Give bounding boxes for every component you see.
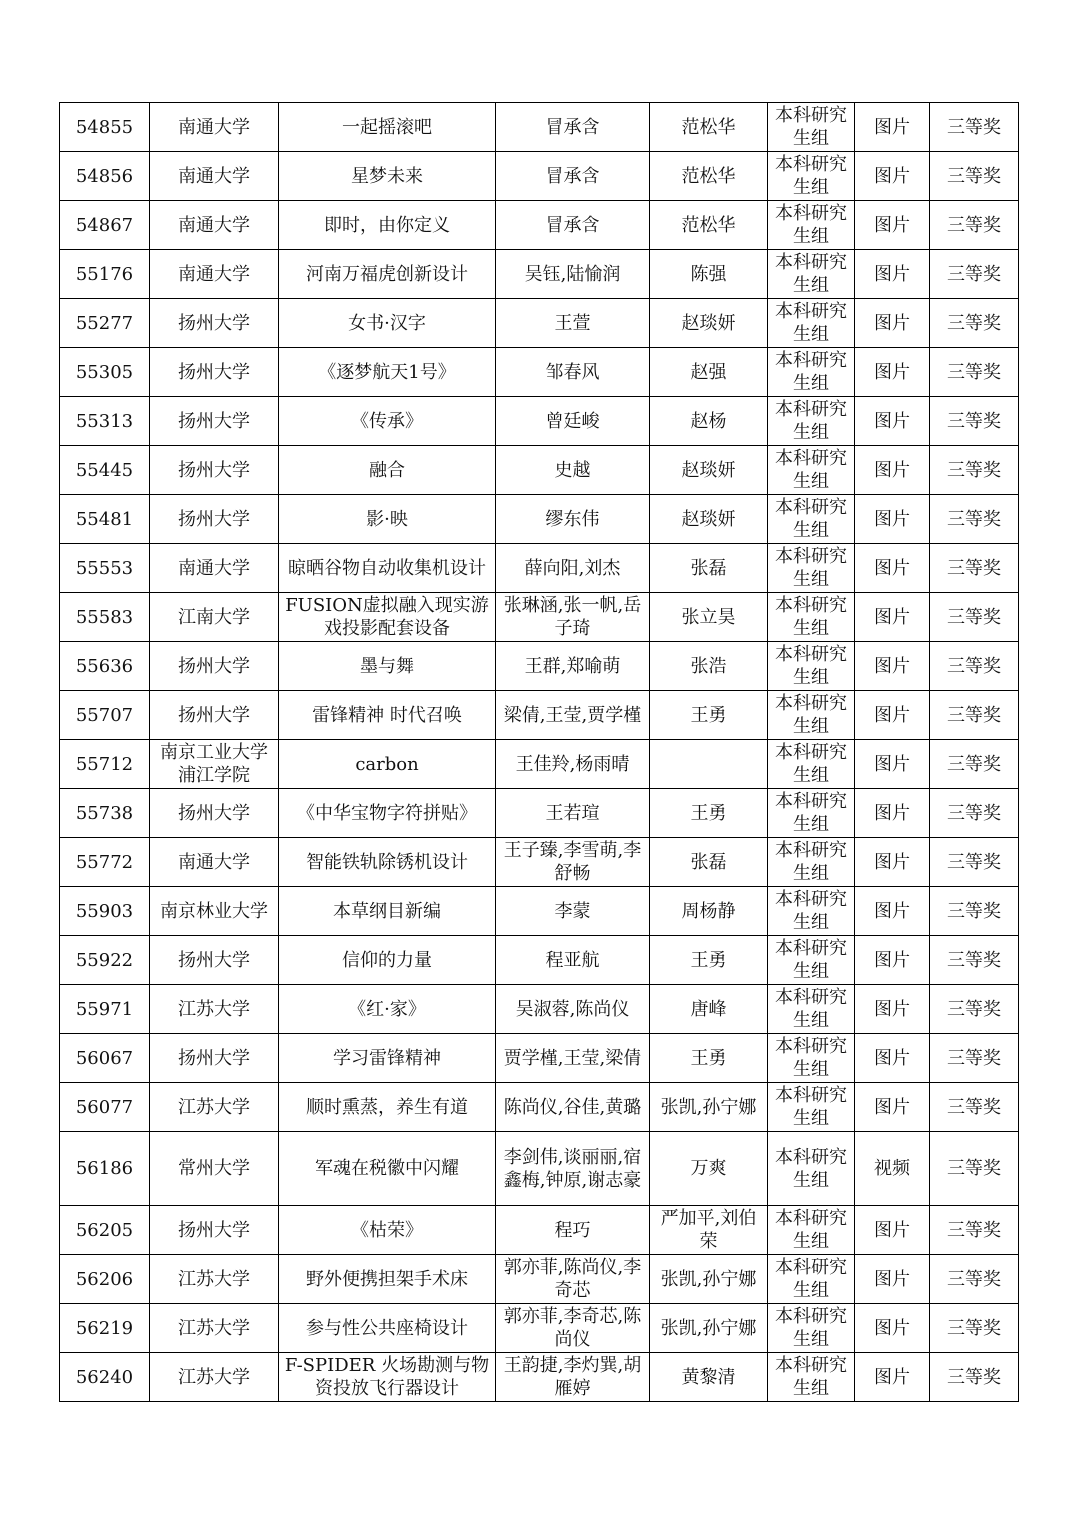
table-row xyxy=(60,1206,1019,1255)
cell-group: 本科研究生组 xyxy=(768,446,855,495)
cell-school: 扬州大学 xyxy=(150,691,279,740)
cell-authors: 程巧 xyxy=(496,1206,650,1255)
cell-school: 扬州大学 xyxy=(150,299,279,348)
cell-title: 野外便携担架手术床 xyxy=(279,1255,496,1304)
cell-title: 本草纲目新编 xyxy=(279,887,496,936)
cell-type: 图片 xyxy=(855,397,930,446)
cell-group: 本科研究生组 xyxy=(768,1353,855,1402)
cell-group: 本科研究生组 xyxy=(768,740,855,789)
cell-title: 即时，由你定义 xyxy=(279,201,496,250)
cell-award: 三等奖 xyxy=(930,397,1019,446)
cell-type: 图片 xyxy=(855,348,930,397)
cell-authors: 吴淑蓉,陈尚仪 xyxy=(496,985,650,1034)
table-row xyxy=(60,103,1019,152)
cell-authors: 梁倩,王莹,贾学槿 xyxy=(496,691,650,740)
cell-group: 本科研究生组 xyxy=(768,1132,855,1206)
cell-school: 扬州大学 xyxy=(150,789,279,838)
cell-school: 南通大学 xyxy=(150,250,279,299)
awards-table xyxy=(59,102,1019,1402)
cell-title: 女书·汉字 xyxy=(279,299,496,348)
cell-type: 图片 xyxy=(855,740,930,789)
cell-award: 三等奖 xyxy=(930,495,1019,544)
cell-type: 图片 xyxy=(855,446,930,495)
table-row xyxy=(60,348,1019,397)
cell-id: 55707 xyxy=(60,691,150,740)
cell-advisor: 张立昊 xyxy=(650,593,768,642)
cell-authors: 邹春风 xyxy=(496,348,650,397)
cell-award: 三等奖 xyxy=(930,1255,1019,1304)
cell-title: 一起摇滚吧 xyxy=(279,103,496,152)
cell-authors: 缪东伟 xyxy=(496,495,650,544)
table-row xyxy=(60,250,1019,299)
cell-award: 三等奖 xyxy=(930,103,1019,152)
cell-group: 本科研究生组 xyxy=(768,544,855,593)
cell-award: 三等奖 xyxy=(930,1132,1019,1206)
cell-authors: 张琳涵,张一帆,岳子琦 xyxy=(496,593,650,642)
cell-title: 影·映 xyxy=(279,495,496,544)
cell-title: 智能铁轨除锈机设计 xyxy=(279,838,496,887)
cell-title: 河南万福虎创新设计 xyxy=(279,250,496,299)
cell-group: 本科研究生组 xyxy=(768,838,855,887)
cell-award: 三等奖 xyxy=(930,250,1019,299)
table-row xyxy=(60,593,1019,642)
cell-id: 55922 xyxy=(60,936,150,985)
cell-group: 本科研究生组 xyxy=(768,593,855,642)
table-row xyxy=(60,1255,1019,1304)
cell-title: 《逐梦航天1号》 xyxy=(279,348,496,397)
cell-school: 南通大学 xyxy=(150,201,279,250)
cell-advisor: 赵杨 xyxy=(650,397,768,446)
cell-authors: 王萱 xyxy=(496,299,650,348)
cell-type: 图片 xyxy=(855,1083,930,1132)
table-row xyxy=(60,1304,1019,1353)
cell-title: FUSION虚拟融入现实游戏投影配套设备 xyxy=(279,593,496,642)
cell-award: 三等奖 xyxy=(930,740,1019,789)
cell-school: 江南大学 xyxy=(150,593,279,642)
cell-advisor: 赵强 xyxy=(650,348,768,397)
cell-school: 扬州大学 xyxy=(150,1034,279,1083)
cell-group: 本科研究生组 xyxy=(768,152,855,201)
cell-award: 三等奖 xyxy=(930,446,1019,495)
cell-type: 图片 xyxy=(855,1034,930,1083)
table-row xyxy=(60,299,1019,348)
cell-authors: 李剑伟,谈丽丽,宿鑫梅,钟原,谢志豪 xyxy=(496,1132,650,1206)
table-body xyxy=(60,103,1019,1402)
cell-group: 本科研究生组 xyxy=(768,397,855,446)
cell-award: 三等奖 xyxy=(930,1206,1019,1255)
cell-authors: 曾廷峻 xyxy=(496,397,650,446)
cell-award: 三等奖 xyxy=(930,887,1019,936)
cell-title: 参与性公共座椅设计 xyxy=(279,1304,496,1353)
cell-group: 本科研究生组 xyxy=(768,250,855,299)
cell-award: 三等奖 xyxy=(930,985,1019,1034)
cell-advisor xyxy=(650,740,768,789)
cell-advisor: 黄黎清 xyxy=(650,1353,768,1402)
cell-group: 本科研究生组 xyxy=(768,495,855,544)
cell-advisor: 王勇 xyxy=(650,691,768,740)
cell-group: 本科研究生组 xyxy=(768,348,855,397)
cell-authors: 冒承含 xyxy=(496,152,650,201)
cell-id: 55636 xyxy=(60,642,150,691)
cell-advisor: 张磊 xyxy=(650,544,768,593)
table-row xyxy=(60,446,1019,495)
table-row xyxy=(60,642,1019,691)
cell-group: 本科研究生组 xyxy=(768,1083,855,1132)
cell-authors: 李蒙 xyxy=(496,887,650,936)
cell-school: 南通大学 xyxy=(150,544,279,593)
cell-title: 学习雷锋精神 xyxy=(279,1034,496,1083)
cell-school: 扬州大学 xyxy=(150,642,279,691)
cell-id: 55971 xyxy=(60,985,150,1034)
cell-type: 图片 xyxy=(855,201,930,250)
cell-school: 江苏大学 xyxy=(150,1304,279,1353)
cell-id: 55712 xyxy=(60,740,150,789)
cell-id: 54855 xyxy=(60,103,150,152)
cell-id: 54856 xyxy=(60,152,150,201)
cell-authors: 王群,郑喻萌 xyxy=(496,642,650,691)
table-row xyxy=(60,397,1019,446)
cell-group: 本科研究生组 xyxy=(768,691,855,740)
cell-advisor: 赵琰妍 xyxy=(650,446,768,495)
cell-group: 本科研究生组 xyxy=(768,1255,855,1304)
cell-advisor: 赵琰妍 xyxy=(650,495,768,544)
table-row xyxy=(60,887,1019,936)
cell-award: 三等奖 xyxy=(930,1034,1019,1083)
cell-type: 图片 xyxy=(855,1304,930,1353)
cell-school: 江苏大学 xyxy=(150,985,279,1034)
cell-title: 《传承》 xyxy=(279,397,496,446)
cell-authors: 冒承含 xyxy=(496,103,650,152)
cell-type: 图片 xyxy=(855,103,930,152)
cell-group: 本科研究生组 xyxy=(768,985,855,1034)
cell-school: 扬州大学 xyxy=(150,397,279,446)
cell-school: 扬州大学 xyxy=(150,1206,279,1255)
cell-type: 图片 xyxy=(855,691,930,740)
cell-authors: 史越 xyxy=(496,446,650,495)
cell-school: 南通大学 xyxy=(150,838,279,887)
cell-type: 图片 xyxy=(855,936,930,985)
cell-title: 晾晒谷物自动收集机设计 xyxy=(279,544,496,593)
cell-award: 三等奖 xyxy=(930,1353,1019,1402)
cell-id: 56067 xyxy=(60,1034,150,1083)
cell-id: 56240 xyxy=(60,1353,150,1402)
cell-type: 图片 xyxy=(855,544,930,593)
cell-advisor: 张凯,孙宁娜 xyxy=(650,1083,768,1132)
cell-school: 江苏大学 xyxy=(150,1353,279,1402)
cell-advisor: 万爽 xyxy=(650,1132,768,1206)
cell-id: 55445 xyxy=(60,446,150,495)
cell-title: 顺时熏蒸，养生有道 xyxy=(279,1083,496,1132)
cell-group: 本科研究生组 xyxy=(768,1206,855,1255)
cell-school: 南京林业大学 xyxy=(150,887,279,936)
table-row xyxy=(60,1083,1019,1132)
cell-type: 图片 xyxy=(855,789,930,838)
cell-id: 55277 xyxy=(60,299,150,348)
cell-id: 55772 xyxy=(60,838,150,887)
cell-id: 55305 xyxy=(60,348,150,397)
cell-award: 三等奖 xyxy=(930,544,1019,593)
cell-school: 扬州大学 xyxy=(150,348,279,397)
cell-advisor: 严加平,刘伯荣 xyxy=(650,1206,768,1255)
cell-group: 本科研究生组 xyxy=(768,936,855,985)
cell-advisor: 张浩 xyxy=(650,642,768,691)
cell-title: 《红·家》 xyxy=(279,985,496,1034)
cell-authors: 王佳羚,杨雨晴 xyxy=(496,740,650,789)
cell-school: 江苏大学 xyxy=(150,1255,279,1304)
cell-award: 三等奖 xyxy=(930,348,1019,397)
cell-id: 55738 xyxy=(60,789,150,838)
cell-award: 三等奖 xyxy=(930,299,1019,348)
cell-award: 三等奖 xyxy=(930,1083,1019,1132)
cell-authors: 贾学槿,王莹,梁倩 xyxy=(496,1034,650,1083)
cell-advisor: 范松华 xyxy=(650,201,768,250)
table-row xyxy=(60,544,1019,593)
cell-advisor: 范松华 xyxy=(650,152,768,201)
cell-type: 图片 xyxy=(855,838,930,887)
table-row xyxy=(60,1353,1019,1402)
cell-award: 三等奖 xyxy=(930,838,1019,887)
cell-school: 常州大学 xyxy=(150,1132,279,1206)
cell-authors: 王子臻,李雪萌,李舒畅 xyxy=(496,838,650,887)
cell-id: 56077 xyxy=(60,1083,150,1132)
cell-type: 图片 xyxy=(855,250,930,299)
cell-id: 55583 xyxy=(60,593,150,642)
cell-authors: 郭亦菲,李奇芯,陈尚仪 xyxy=(496,1304,650,1353)
cell-authors: 郭亦菲,陈尚仪,李奇芯 xyxy=(496,1255,650,1304)
cell-advisor: 张磊 xyxy=(650,838,768,887)
cell-type: 图片 xyxy=(855,495,930,544)
cell-advisor: 范松华 xyxy=(650,103,768,152)
cell-authors: 王韵捷,李灼巽,胡雁婷 xyxy=(496,1353,650,1402)
cell-title: 《中华宝物字符拼贴》 xyxy=(279,789,496,838)
table-row xyxy=(60,1132,1019,1206)
cell-advisor: 王勇 xyxy=(650,1034,768,1083)
cell-id: 56206 xyxy=(60,1255,150,1304)
cell-authors: 王若瑄 xyxy=(496,789,650,838)
cell-title: 军魂在税徽中闪耀 xyxy=(279,1132,496,1206)
cell-advisor: 王勇 xyxy=(650,936,768,985)
cell-authors: 冒承含 xyxy=(496,201,650,250)
cell-id: 55176 xyxy=(60,250,150,299)
cell-advisor: 张凯,孙宁娜 xyxy=(650,1304,768,1353)
cell-advisor: 陈强 xyxy=(650,250,768,299)
cell-title: carbon xyxy=(279,740,496,789)
cell-group: 本科研究生组 xyxy=(768,201,855,250)
cell-school: 南通大学 xyxy=(150,103,279,152)
cell-award: 三等奖 xyxy=(930,642,1019,691)
cell-award: 三等奖 xyxy=(930,201,1019,250)
cell-type: 视频 xyxy=(855,1132,930,1206)
table-row xyxy=(60,201,1019,250)
cell-title: 雷锋精神 时代召唤 xyxy=(279,691,496,740)
cell-group: 本科研究生组 xyxy=(768,1034,855,1083)
cell-type: 图片 xyxy=(855,593,930,642)
cell-school: 扬州大学 xyxy=(150,936,279,985)
cell-id: 55553 xyxy=(60,544,150,593)
table-row xyxy=(60,789,1019,838)
cell-authors: 吴钰,陆愉润 xyxy=(496,250,650,299)
cell-id: 56219 xyxy=(60,1304,150,1353)
cell-authors: 薛向阳,刘杰 xyxy=(496,544,650,593)
cell-group: 本科研究生组 xyxy=(768,642,855,691)
cell-award: 三等奖 xyxy=(930,691,1019,740)
cell-advisor: 周杨静 xyxy=(650,887,768,936)
cell-award: 三等奖 xyxy=(930,593,1019,642)
cell-group: 本科研究生组 xyxy=(768,299,855,348)
cell-type: 图片 xyxy=(855,299,930,348)
cell-group: 本科研究生组 xyxy=(768,887,855,936)
cell-id: 55903 xyxy=(60,887,150,936)
cell-school: 南京工业大学浦江学院 xyxy=(150,740,279,789)
cell-advisor: 唐峰 xyxy=(650,985,768,1034)
cell-title: F-SPIDER 火场勘测与物资投放飞行器设计 xyxy=(279,1353,496,1402)
cell-id: 54867 xyxy=(60,201,150,250)
table-row xyxy=(60,838,1019,887)
cell-group: 本科研究生组 xyxy=(768,789,855,838)
cell-type: 图片 xyxy=(855,642,930,691)
cell-award: 三等奖 xyxy=(930,152,1019,201)
cell-group: 本科研究生组 xyxy=(768,103,855,152)
table-row xyxy=(60,152,1019,201)
table-row xyxy=(60,495,1019,544)
cell-title: 墨与舞 xyxy=(279,642,496,691)
cell-advisor: 张凯,孙宁娜 xyxy=(650,1255,768,1304)
cell-school: 扬州大学 xyxy=(150,495,279,544)
cell-title: 《枯荣》 xyxy=(279,1206,496,1255)
cell-id: 56186 xyxy=(60,1132,150,1206)
cell-id: 55313 xyxy=(60,397,150,446)
cell-award: 三等奖 xyxy=(930,936,1019,985)
cell-group: 本科研究生组 xyxy=(768,1304,855,1353)
cell-title: 融合 xyxy=(279,446,496,495)
cell-award: 三等奖 xyxy=(930,789,1019,838)
cell-advisor: 王勇 xyxy=(650,789,768,838)
cell-authors: 陈尚仪,谷佳,黄璐 xyxy=(496,1083,650,1132)
cell-school: 扬州大学 xyxy=(150,446,279,495)
table-row xyxy=(60,691,1019,740)
cell-authors: 程亚航 xyxy=(496,936,650,985)
cell-id: 56205 xyxy=(60,1206,150,1255)
cell-type: 图片 xyxy=(855,1206,930,1255)
table-row xyxy=(60,936,1019,985)
cell-type: 图片 xyxy=(855,887,930,936)
cell-type: 图片 xyxy=(855,1353,930,1402)
cell-award: 三等奖 xyxy=(930,1304,1019,1353)
cell-id: 55481 xyxy=(60,495,150,544)
table-row xyxy=(60,1034,1019,1083)
cell-title: 信仰的力量 xyxy=(279,936,496,985)
table-row xyxy=(60,740,1019,789)
cell-type: 图片 xyxy=(855,985,930,1034)
cell-type: 图片 xyxy=(855,1255,930,1304)
cell-title: 星梦未来 xyxy=(279,152,496,201)
cell-advisor: 赵琰妍 xyxy=(650,299,768,348)
cell-school: 江苏大学 xyxy=(150,1083,279,1132)
cell-school: 南通大学 xyxy=(150,152,279,201)
cell-type: 图片 xyxy=(855,152,930,201)
table-row xyxy=(60,985,1019,1034)
